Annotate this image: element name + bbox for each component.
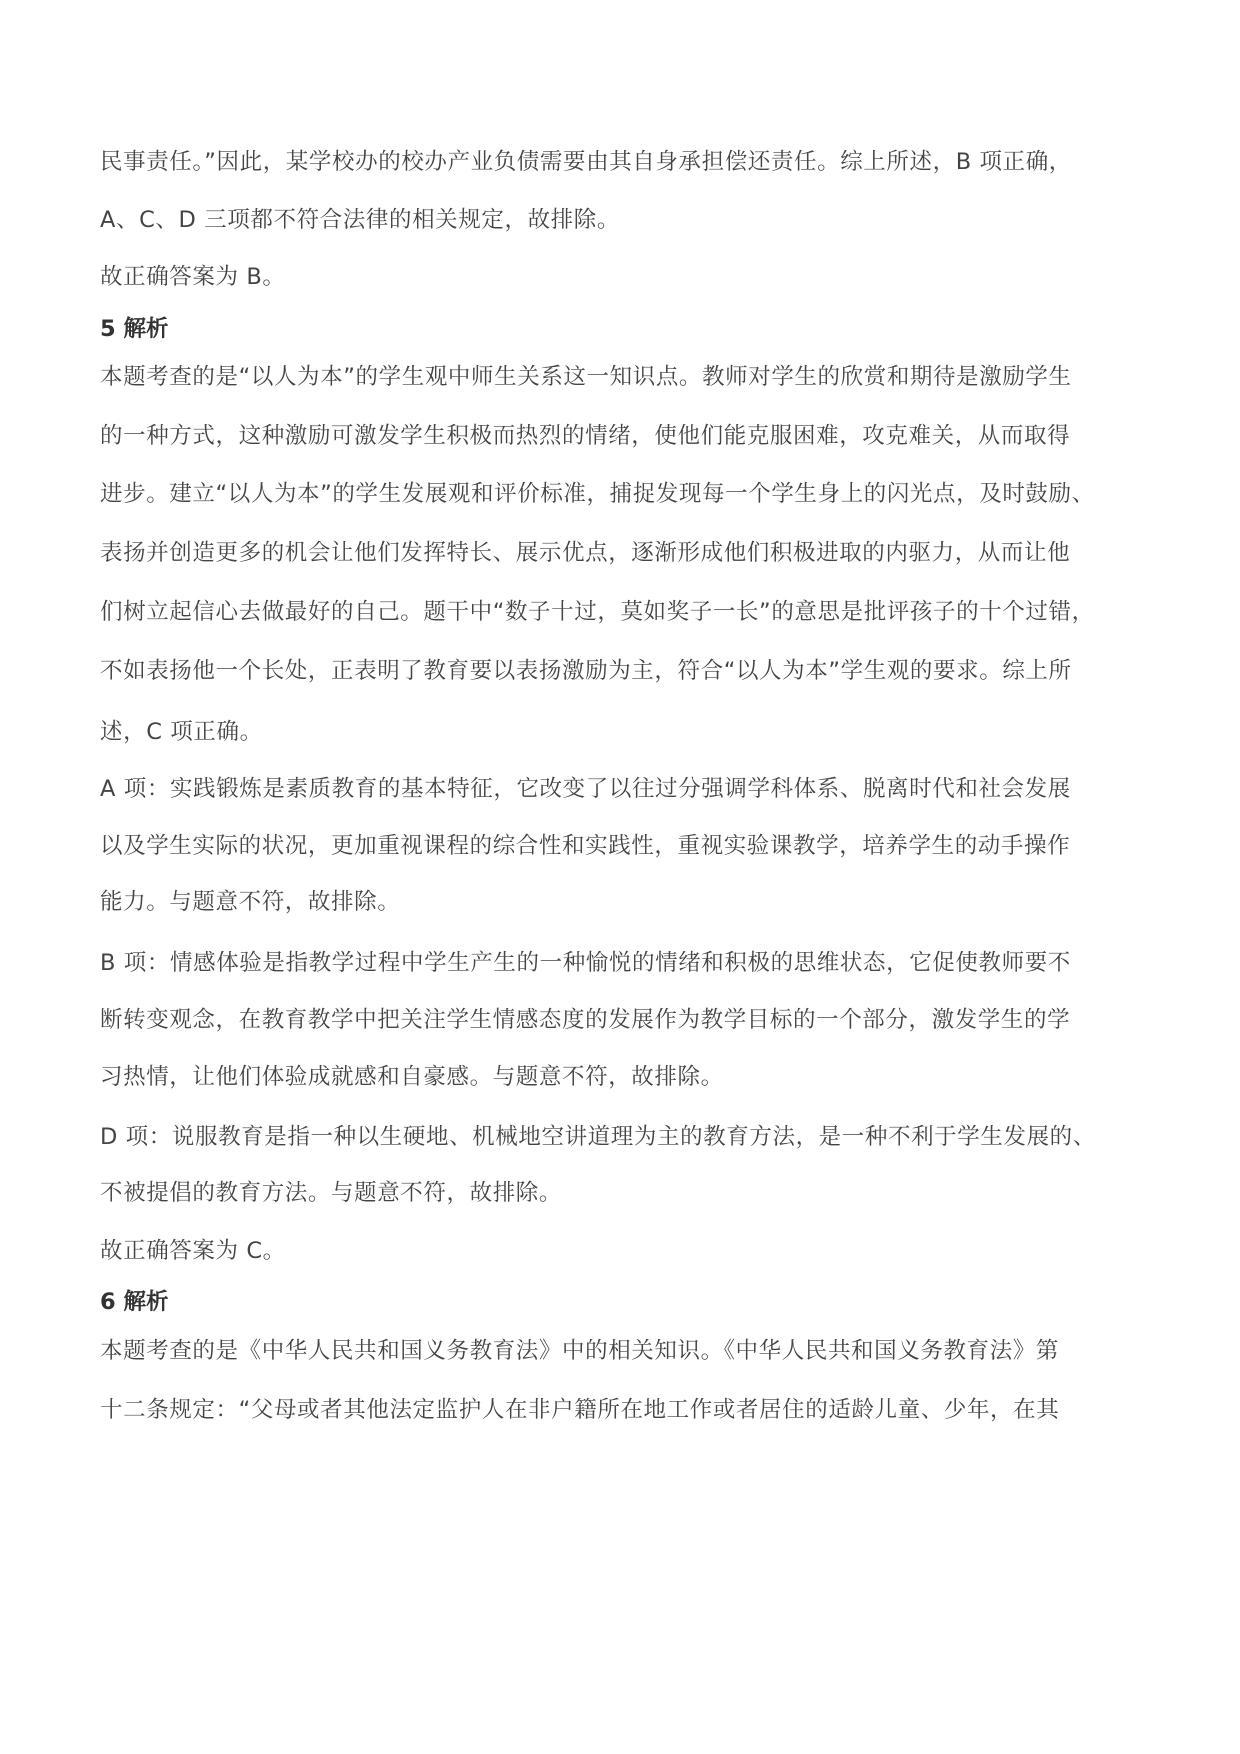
paragraph-line: 表扬并创造更多的机会让他们发挥特长、展示优点，逐渐形成他们积极进取的内驱力，从而让他 <box>100 540 1071 566</box>
paragraph-line: 们树立起信心去做最好的自己。题干中“数子十过，莫如奖子一长”的意思是批评孩子的十个过错， <box>100 599 1095 625</box>
paragraph-line: 不被提倡的教育方法。与题意不符，故排除。 <box>100 1180 563 1206</box>
paragraph-line: D 项：说服教育是指一种以生硬地、机械地空讲道理为主的教育方法，是一种不利于学生发展的、 <box>100 1124 1096 1150</box>
section-heading: 6 解析 <box>100 1289 169 1315</box>
answer-line: 故正确答案为 C。 <box>100 1238 286 1264</box>
paragraph-line: 本题考查的是“以人为本”的学生观中师生关系这一知识点。教师对学生的欣赏和期待是激励学生 <box>100 364 1072 390</box>
paragraph-line: 能力。与题意不符，故排除。 <box>100 889 401 915</box>
paragraph-line: 十二条规定：“父母或者其他法定监护人在非户籍所在地工作或者居住的适龄儿童、少年，在其 <box>100 1397 1060 1423</box>
paragraph-line: 不如表扬他一个长处，正表明了教育要以表扬激励为主，符合“以人为本”学生观的要求。综上所 <box>100 658 1072 684</box>
paragraph-line: 进步。建立“以人为本”的学生发展观和评价标准，捕捉发现每一个学生身上的闪光点，及时鼓励、 <box>100 481 1095 507</box>
paragraph-line: A 项：实践锻炼是素质教育的基本特征，它改变了以往过分强调学科体系、脱离时代和社会发展 <box>100 776 1071 802</box>
paragraph-line: 以及学生实际的状况，更加重视课程的综合性和实践性，重视实验课教学，培养学生的动手操作 <box>100 833 1071 859</box>
paragraph-line: 述，C 项正确。 <box>100 719 263 745</box>
paragraph-line: 习热情，让他们体验成就感和自豪感。与题意不符，故排除。 <box>100 1064 724 1090</box>
paragraph-line: A、C、D 三项都不符合法律的相关规定，故排除。 <box>100 207 620 233</box>
paragraph-line: 的一种方式，这种激励可激发学生积极而热烈的情绪，使他们能克服困难，攻克难关，从而取得 <box>100 423 1071 449</box>
paragraph-line: 本题考查的是《中华人民共和国义务教育法》中的相关知识。《中华人民共和国义务教育法》第 <box>100 1338 1059 1364</box>
answer-line: 故正确答案为 B。 <box>100 264 286 290</box>
paragraph-line: 民事责任。”因此，某学校办的校办产业负债需要由其自身承担偿还责任。综上所述，B 项正确， <box>100 149 1072 175</box>
section-heading: 5 解析 <box>100 316 169 342</box>
paragraph-line: 断转变观念，在教育教学中把关注学生情感态度的发展作为教学目标的一个部分，激发学生的学 <box>100 1007 1071 1033</box>
paragraph-line: B 项：情感体验是指教学过程中学生产生的一种愉悦的情绪和积极的思维状态，它促使教师要不 <box>100 950 1071 976</box>
